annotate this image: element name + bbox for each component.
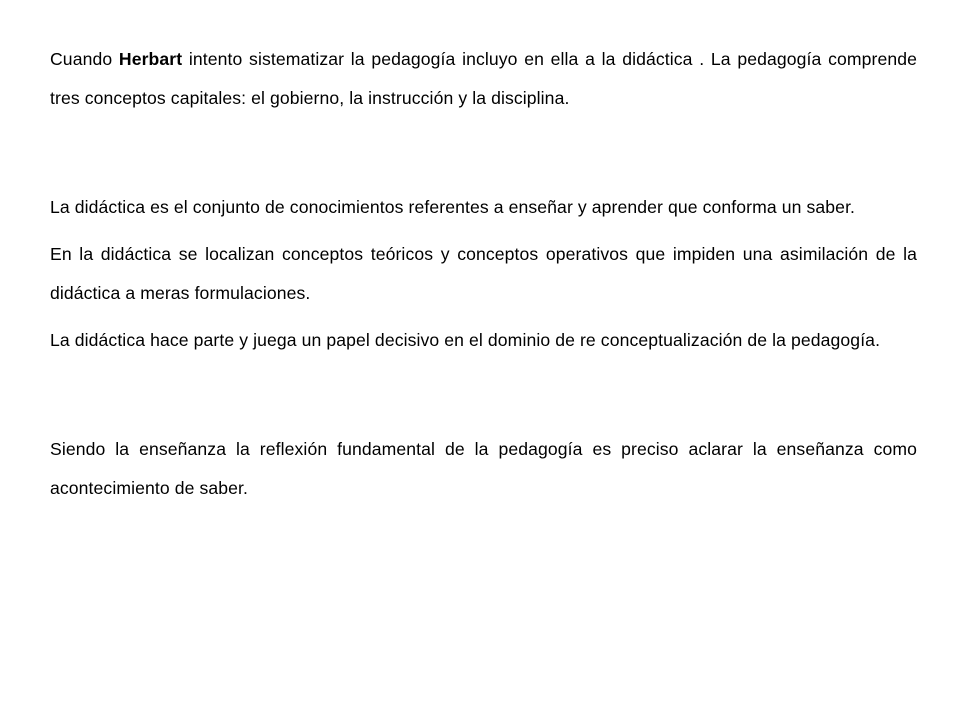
slide-content [50,40,917,508]
paragraph-herbart [50,40,917,118]
paragraph-ensenanza: Siendo la enseñanza la reflexión fundamental de la pedagogía es preciso aclarar la enseñanza como acontecimiento de saber. [50,439,917,498]
paragraph-herbart-intro: Cuando [50,49,119,69]
paragraph-herbart-rest: intento sistematizar la pedagogía incluyo en ella a la didáctica . La pedagogía comprende tres conceptos capitales: el gobierno, la instrucción y la disciplina. [50,49,917,108]
herbart-name: Herbart [118,49,183,69]
paragraph-didactica-concepts: En la didáctica se localizan conceptos teóricos y conceptos operativos que impiden una asimilación de la didáctica a meras formulaciones. [50,244,917,303]
paragraph-didactica-definition: La didáctica es el conjunto de conocimientos referentes a enseñar y aprender que conforma un saber. [50,197,856,217]
paragraph-didactica-role: La didáctica hace parte y juega un papel decisivo en el dominio de re conceptualización de la pedagogía. [50,330,881,350]
